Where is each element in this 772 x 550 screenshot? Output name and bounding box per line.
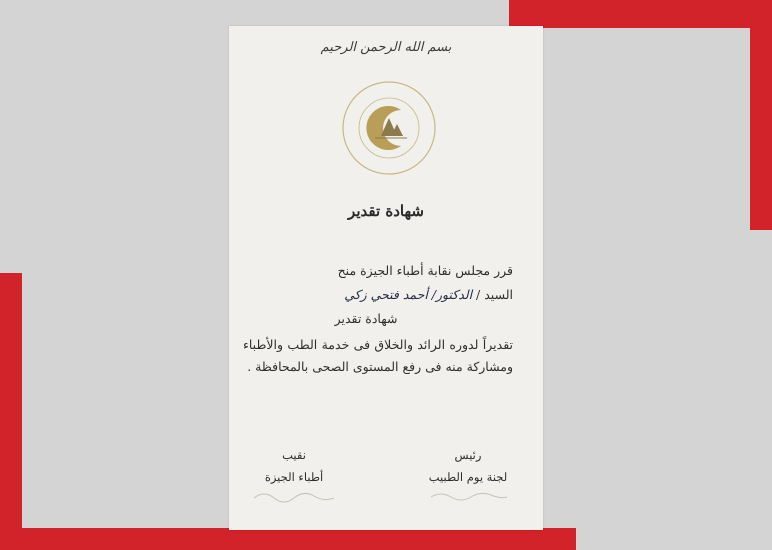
faint-signature-icon [249,488,339,504]
signature-org: أطباء الجيزة [264,470,324,484]
bismillah-heading: بسم الله الرحمن الرحيم [320,40,452,55]
signature-block-syndic [239,444,349,511]
certificate-subtitle: شهادة تقدير [334,311,398,326]
decision-line: قرر مجلس نقابة أطباء الجيزة منح [337,263,513,278]
citation-paragraph: تقديراً لدوره الرائد والخلاق فى خدمة الطب والأطباء ومشاركة منه فى رفع المستوى الصحى بالمحافظة . [243,337,513,374]
certificate-title: شهادة تقدير [348,202,424,220]
signature-role: رئيس [454,448,482,462]
red-frame-top [509,0,772,230]
signature-block-committee [413,444,523,511]
syndicate-seal-icon [339,78,439,178]
recipient-line [243,284,513,306]
certificate-paper [229,26,543,530]
signature-role: نقيب [282,448,306,462]
signature-org: لجنة يوم الطبيب [428,470,508,484]
recipient-name: الدكتور/ أحمد فتحي زكي [344,287,473,302]
faint-signature-icon [423,488,513,504]
recipient-prefix: السيد / [476,287,513,302]
frame-top-inner [539,28,750,230]
